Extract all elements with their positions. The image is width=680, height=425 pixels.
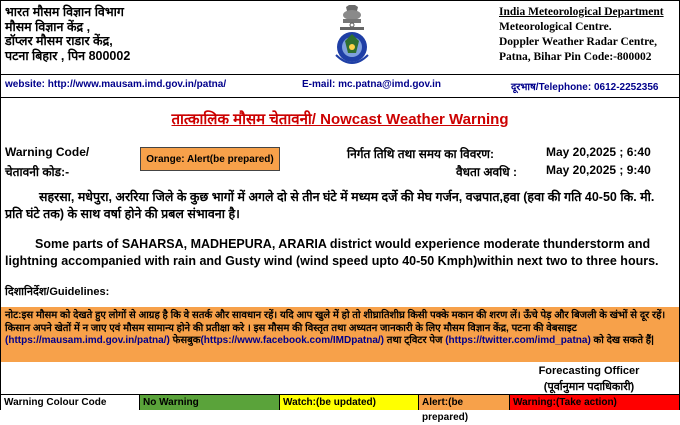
email-link[interactable]: E-mail: mc.patna@imd.gov.in — [302, 79, 442, 90]
legend-watch: Watch:(be updated) — [280, 395, 419, 410]
officer-title-hi: (पूर्वानुमान पदाधिकारी) — [543, 381, 635, 393]
twitter-link[interactable]: (https://twitter.com/imd_patna) — [445, 335, 591, 346]
validity-value: May 20,2025 ; 9:40 — [546, 163, 651, 177]
guidelines-text-2: फेसबुक — [169, 335, 201, 346]
national-emblem-icon — [332, 3, 372, 69]
issue-time-label: निर्गत तिथि तथा समय का विवरण: — [347, 147, 494, 161]
legend-no-warning: No Warning — [140, 395, 280, 410]
message-english: Some parts of SAHARSA, MADHEPURA, ARARIA district would experience moderate thunderstorm and lightning accompanied with rain and Gusty wind (wind speed upto 40-50 Kmph)within next two to three hours. — [5, 237, 659, 268]
header-rule — [1, 74, 679, 75]
warning-code-label-hi: चेतावनी कोड:- — [5, 165, 70, 179]
warning-colour-legend — [1, 394, 679, 423]
legend-label: Warning Colour Code — [1, 395, 140, 410]
telephone-text: दूरभाष/Telephone: 0612-2252356 — [511, 82, 659, 93]
facebook-link[interactable]: (https://www.facebook.com/IMDpatna/) — [200, 335, 384, 346]
letterhead-english — [499, 5, 664, 65]
guidelines-text-3: तथा ट्विटर पेज — [384, 335, 446, 346]
message-hindi: सहरसा, मधेपुरा, अररिया जिले के कुछ भागों में अगले दो से तीन घंटे में मध्यम दर्जे की मेघ गर्जन, वज्रपात,हवा (हवा की गति 40-50 कि. मी. प्रति घंटे तक) के साथ वर्षा होने की प्रबल संभावना है। — [5, 190, 655, 221]
hindi-line-dept: भारत मौसम विज्ञान विभाग — [5, 5, 124, 19]
guidelines-text-4: को देख सकते हैं| — [590, 335, 654, 346]
legend-alert: Alert:(be prepared) — [419, 395, 510, 410]
english-line-address: Patna, Bihar Pin Code:-800002 — [499, 51, 652, 63]
validity-label: वैधता अवधि : — [456, 165, 517, 179]
document-title: तात्कालिक मौसम चेतावनी/ Nowcast Weather Warning — [171, 111, 509, 128]
contact-rule — [1, 97, 679, 98]
guidelines-heading: दिशानिर्देश/Guidelines: — [5, 286, 110, 298]
letterhead-hindi — [5, 5, 130, 63]
letterhead — [1, 1, 679, 71]
english-line-centre: Meteorological Centre. — [499, 21, 612, 33]
hindi-line-centre: मौसम विज्ञान केंद्र , — [5, 19, 91, 34]
guidelines-text-1: नोट:इस मौसम को देखते हुए लोगों से आग्रह है कि वे सतर्क और सावधान रहें। यदि आप खुले में हो तो शीघ्रातिशीघ्र किसी पक्के मकान की शरण लें। ऊँचे पेड़ और बिजली के खंभों से दूर रहें। किसान अपने खेतों में न जाए एवं मौसम सामान्य होने की प्रतीक्षा करे । इस मौसम की विस्तृत तथा अध्यतन जानकारी के लिए मौसम विज्ञान केंद्र, पटना की वेबसाइट — [5, 310, 666, 334]
guidelines-panel — [1, 307, 679, 362]
warning-code-label-en: Warning Code/ — [5, 145, 90, 159]
english-line-radar: Doppler Weather Radar Centre, — [499, 36, 658, 48]
english-line-dept: India Meteorological Department — [499, 6, 664, 18]
warning-code-badge: Orange: Alert(be prepared) — [140, 147, 280, 171]
legend-warning: Warning:(Take action) — [510, 395, 679, 410]
officer-title-en: Forecasting Officer — [538, 365, 640, 377]
issue-time-value: May 20,2025 ; 6:40 — [546, 145, 651, 159]
website-link[interactable]: website: http://www.mausam.imd.gov.in/patna/ — [5, 79, 227, 90]
hindi-line-radar: डॉप्लर मौसम राडार केंद्र, — [5, 34, 113, 48]
website-guideline-link[interactable]: (https://mausam.imd.gov.in/patna/) — [5, 335, 170, 346]
hindi-line-address: पटना बिहार , पिन 800002 — [5, 48, 131, 63]
